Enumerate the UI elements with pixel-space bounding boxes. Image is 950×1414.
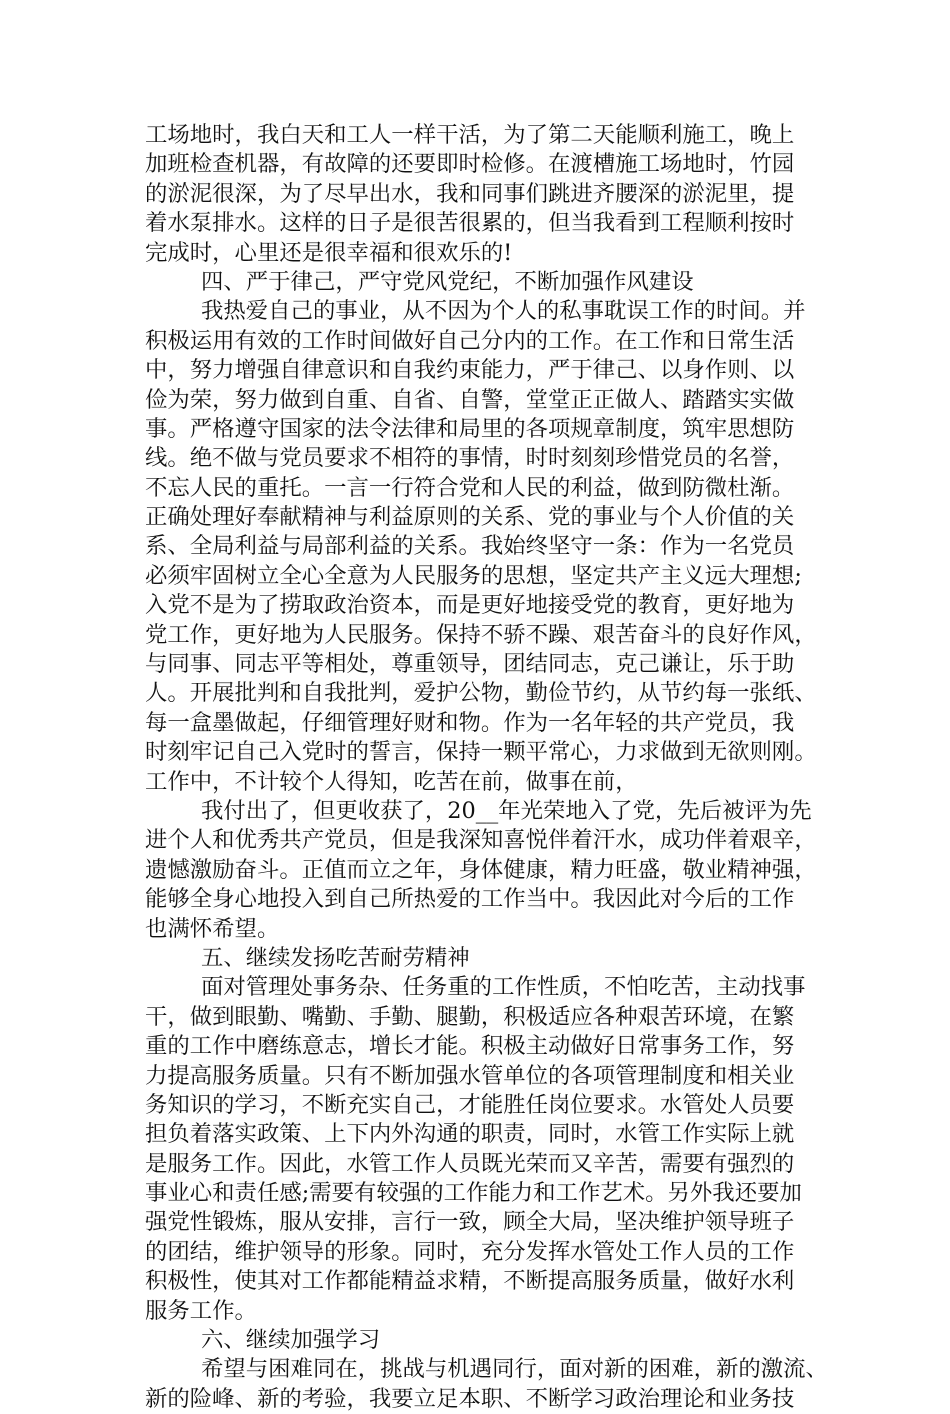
text-line: 系、全局利益与局部利益的关系。我始终坚守一条：作为一名党员	[145, 533, 795, 560]
text-line: 线。绝不做与党员要求不相符的事情，时时刻刻珍惜党员的名誉，	[145, 445, 795, 472]
text-line: 遗憾激励奋斗。正值而立之年，身体健康，精力旺盛，敬业精神强，	[145, 856, 817, 883]
paragraph-start-line: 六、继续加强学习	[201, 1327, 381, 1354]
text-line: 积极性，使其对工作都能精益求精，不断提高服务质量，做好水利	[145, 1268, 795, 1295]
text-line: 是服务工作。因此，水管工作人员既光荣而又辛苦，需要有强烈的	[145, 1150, 795, 1177]
paragraph-start-line: 四、严于律己，严守党风党纪，不断加强作风建设	[201, 268, 694, 295]
text-line: 能够全身心地投入到自己所热爱的工作当中。我因此对今后的工作	[145, 886, 795, 913]
text-line: 服务工作。	[145, 1297, 257, 1324]
text-line: 重的工作中磨练意志，增长才能。积极主动做好日常事务工作，努	[145, 1033, 795, 1060]
text-line: 也满怀希望。	[145, 915, 280, 942]
text-line: 新的险峰、新的考验，我要立足本职、不断学习政治理论和业务技	[145, 1385, 795, 1412]
text-line: 入党不是为了捞取政治资本，而是更好地接受党的教育，更好地为	[145, 592, 795, 619]
text-line: 力提高服务质量。只有不断加强水管单位的各项管理制度和相关业	[145, 1062, 795, 1089]
text-line: 工作中，不计较个人得知，吃苦在前，做事在前，	[145, 768, 638, 795]
text-line: 的淤泥很深，为了尽早出水，我和同事们跳进齐腰深的淤泥里，提	[145, 180, 795, 207]
text-line: 务知识的学习，不断充实自己，才能胜任岗位要求。水管处人员要	[145, 1091, 795, 1118]
text-line: 正确处理好奉献精神与利益原则的关系、党的事业与个人价值的关	[145, 504, 795, 531]
text-line: 着水泵排水。这样的日子是很苦很累的，但当我看到工程顺利按时	[145, 210, 795, 237]
paragraph-start-line: 我热爱自己的事业，从不因为个人的私事耽误工作的时间。并	[201, 298, 806, 325]
text-line: 与同事、同志平等相处，尊重领导，团结同志，克己谦让，乐于助	[145, 651, 795, 678]
text-line: 时刻牢记自己入党时的誓言，保持一颗平常心，力求做到无欲则刚。	[145, 739, 817, 766]
text-line: 完成时，心里还是很幸福和很欢乐的!	[145, 239, 513, 266]
text-line: 干，做到眼勤、嘴勤、手勤、腿勤，积极适应各种艰苦环境，在繁	[145, 1003, 795, 1030]
document-page	[145, 121, 828, 1414]
text-line: 党工作，更好地为人民服务。保持不骄不躁、艰苦奋斗的良好作风，	[145, 621, 817, 648]
text-line: 强党性锻炼，服从安排，言行一致，顾全大局，坚决维护领导班子	[145, 1209, 795, 1236]
text-line: 积极运用有效的工作时间做好自己分内的工作。在工作和日常生活	[145, 327, 795, 354]
text-line: 俭为荣，努力做到自重、自省、自警，堂堂正正做人、踏踏实实做	[145, 386, 795, 413]
text-line: 事。严格遵守国家的法令法律和局里的各项规章制度，筑牢思想防	[145, 415, 795, 442]
text-line: 人。开展批判和自我批判，爱护公物，勤俭节约，从节约每一张纸、	[145, 680, 817, 707]
text-line: 每一盒墨做起，仔细管理好财和物。作为一名年轻的共产党员，我	[145, 709, 795, 736]
text-line: 担负着落实政策、上下内外沟通的职责，同时，水管工作实际上就	[145, 1121, 795, 1148]
text-line: 必须牢固树立全心全意为人民服务的思想，坚定共产主义远大理想;	[145, 562, 802, 589]
text-line: 工场地时，我白天和工人一样干活，为了第二天能顺利施工，晚上	[145, 122, 795, 148]
text-line: 事业心和责任感;需要有较强的工作能力和工作艺术。另外我还要加	[145, 1180, 802, 1207]
paragraph-start-line: 五、继续发扬吃苦耐劳精神	[201, 944, 470, 971]
text-line: 进个人和优秀共产党员，但是我深知喜悦伴着汗水，成功伴着艰辛，	[145, 827, 817, 854]
paragraph-start-line: 我付出了，但更收获了，20__年光荣地入了党，先后被评为先	[201, 797, 812, 824]
text-line: 中，努力增强自律意识和自我约束能力，严于律己、以身作则、以	[145, 357, 795, 384]
paragraph-start-line: 希望与困难同在，挑战与机遇同行，面对新的困难，新的激流、	[201, 1356, 828, 1383]
text-line: 不忘人民的重托。一言一行符合党和人民的利益，做到防微杜渐。	[145, 474, 795, 501]
text-line: 加班检查机器，有故障的还要即时检修。在渡槽施工场地时，竹园	[145, 151, 795, 178]
paragraph-start-line: 面对管理处事务杂、任务重的工作性质，不怕吃苦，主动找事	[201, 974, 806, 1001]
text-line: 的团结，维护领导的形象。同时，充分发挥水管处工作人员的工作	[145, 1238, 795, 1265]
